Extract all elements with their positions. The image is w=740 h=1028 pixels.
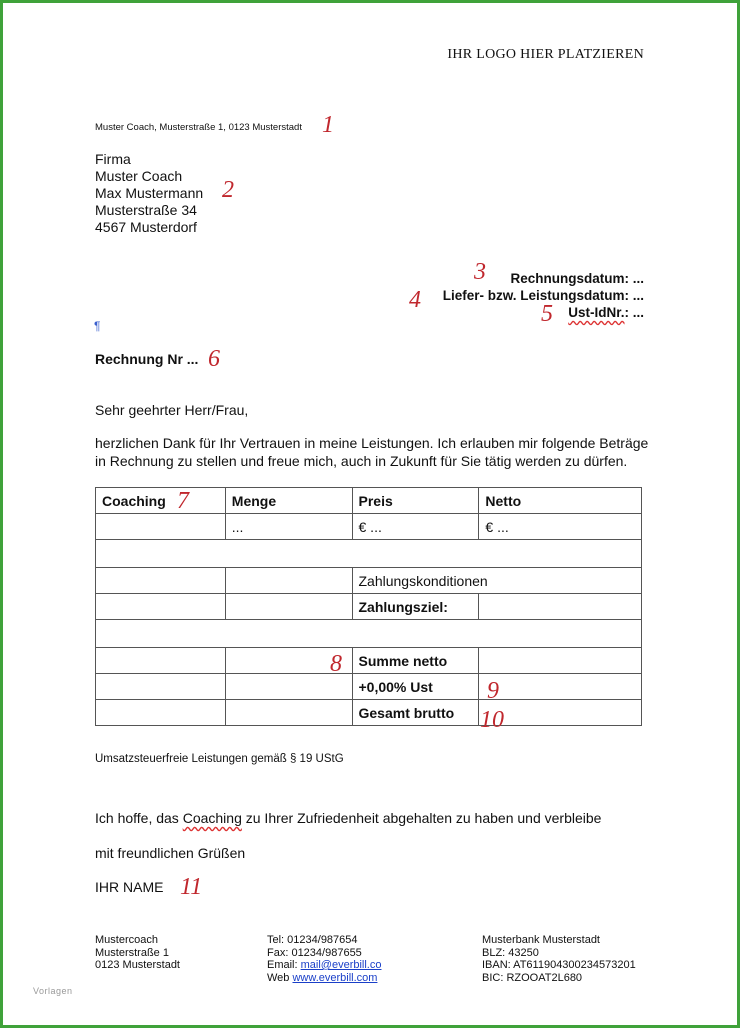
- header-menge: Menge: [225, 488, 352, 514]
- footer-contact: [267, 934, 381, 984]
- marker-2: 2: [222, 177, 234, 203]
- footer-address: Mustercoach Musterstraße 1 0123 Musterstadt: [95, 934, 180, 971]
- marker-11: 11: [180, 874, 203, 900]
- item-cell: [96, 514, 226, 540]
- table-row: [96, 620, 642, 648]
- greeting: Sehr geehrter Herr/Frau,: [95, 402, 249, 418]
- table-row: [96, 648, 642, 674]
- item-cell: € ...: [479, 514, 642, 540]
- recipient-line: Muster Coach: [95, 168, 183, 184]
- vat-id: [568, 305, 644, 320]
- marker-1: 1: [322, 112, 334, 138]
- table-row: [96, 568, 642, 594]
- delivery-date: Liefer- bzw. Leistungsdatum: ...: [442, 288, 644, 303]
- invoice-table: [95, 487, 642, 726]
- item-cell: € ...: [352, 514, 479, 540]
- header-coaching: Coaching: [96, 488, 226, 514]
- recipient-line: Max Mustermann: [95, 185, 204, 201]
- table-row: [96, 594, 642, 620]
- marker-4: 4: [409, 287, 421, 313]
- regards: mit freundlichen Grüßen: [95, 845, 246, 861]
- spellcheck-word: Coaching: [182, 810, 242, 826]
- vat-id-label: Ust-IdNr.: [568, 305, 625, 320]
- marker-7: 7: [177, 488, 189, 514]
- item-cell: ...: [225, 514, 352, 540]
- payment-terms: Zahlungskonditionen: [352, 568, 642, 594]
- payment-due-label: Zahlungsziel:: [352, 594, 479, 620]
- vat-label: +0,00% Ust: [352, 674, 479, 700]
- marker-9: 9: [487, 678, 499, 704]
- closing-sentence: Ich hoffe, das Coaching zu Ihrer Zufriedenheit abgehalten zu haben und verbleibe: [95, 810, 602, 826]
- table-row: [96, 674, 642, 700]
- invoice-date: Rechnungsdatum: ...: [510, 271, 644, 286]
- recipient-line: Firma: [95, 151, 131, 167]
- invoice-number: Rechnung Nr ...: [95, 351, 199, 367]
- marker-10: 10: [480, 707, 504, 733]
- footer-web: Web www.everbill.com: [267, 971, 378, 984]
- marker-6: 6: [208, 346, 220, 372]
- web-link[interactable]: www.everbill.com: [292, 971, 378, 984]
- marker-3: 3: [474, 259, 486, 285]
- footer-phone: Tel: 01234/987654: [267, 934, 358, 946]
- marker-8: 8: [330, 651, 342, 677]
- sum-net-label: Summe netto: [352, 648, 479, 674]
- recipient-line: Musterstraße 34: [95, 202, 197, 218]
- pilcrow-mark: ¶: [94, 319, 101, 333]
- watermark: Vorlagen: [33, 986, 73, 996]
- table-row: [96, 540, 642, 568]
- footer-email: Email: mail@everbill.co: [267, 959, 382, 971]
- email-link[interactable]: mail@everbill.co: [300, 959, 382, 971]
- body-paragraph: herzlichen Dank für Ihr Vertrauen in meine Leistungen. Ich erlauben mir folgende Beträge in Rechnung zu stellen und freue mich, auch in Zukunft für Sie tätig werden zu dürfen.: [95, 435, 649, 469]
- footer-fax: Fax: 01234/987655: [267, 946, 362, 959]
- vat-id-value: : ...: [624, 305, 644, 320]
- tax-note: Umsatzsteuerfreie Leistungen gemäß § 19 UStG: [95, 753, 344, 765]
- recipient-address: [95, 151, 203, 236]
- signature-name: IHR NAME: [95, 879, 164, 895]
- recipient-line: 4567 Musterdorf: [95, 219, 197, 235]
- table-row: [96, 514, 642, 540]
- gross-total-label: Gesamt brutto: [352, 700, 479, 726]
- header-netto: Netto: [479, 488, 642, 514]
- marker-5: 5: [541, 301, 553, 327]
- footer-bank: Musterbank Musterstadt BLZ: 43250 IBAN: AT611904300234573201 BIC: RZOOAT2L680: [482, 934, 636, 984]
- logo-placeholder: IHR LOGO HIER PLATZIEREN: [447, 47, 644, 62]
- table-row: [96, 700, 642, 726]
- sender-line: Muster Coach, Musterstraße 1, 0123 Musterstadt: [95, 122, 302, 133]
- header-preis: Preis: [352, 488, 479, 514]
